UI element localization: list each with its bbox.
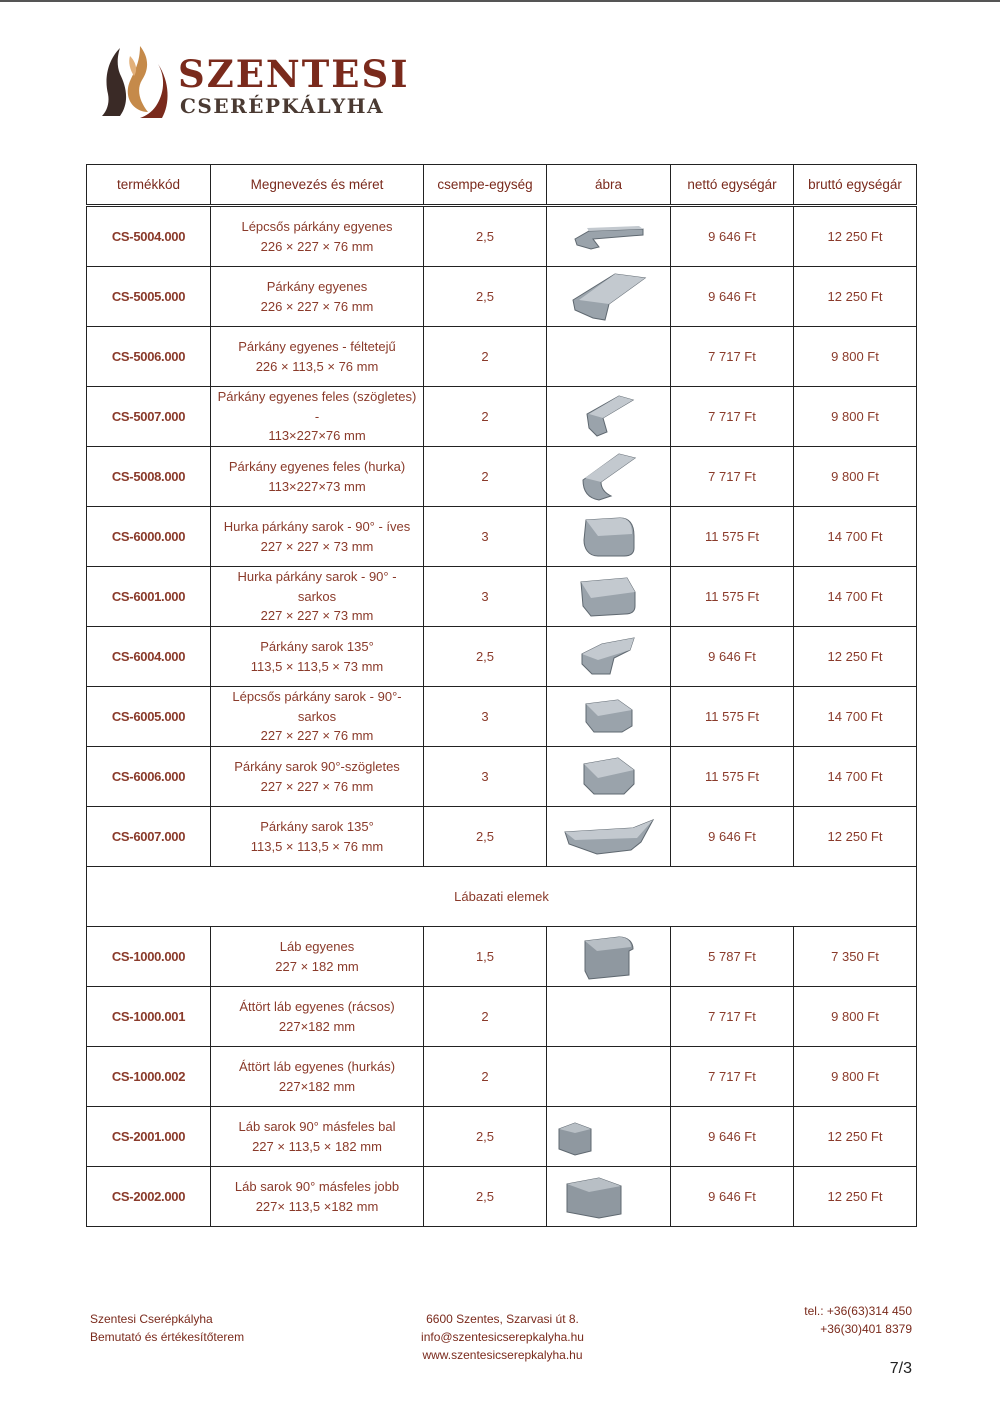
gross-price: 12 250 Ft <box>794 1167 917 1227</box>
name-line: Áttört láb egyenes (rácsos) <box>239 999 395 1014</box>
product-code: CS-5006.000 <box>87 327 211 387</box>
net-price: 11 575 Ft <box>671 747 794 807</box>
product-code: CS-6000.000 <box>87 507 211 567</box>
tile-unit: 3 <box>424 567 547 627</box>
gross-price: 14 700 Ft <box>794 747 917 807</box>
base-corner-right-icon <box>547 1167 671 1227</box>
product-name <box>211 387 424 447</box>
size-line: 227 × 227 × 73 mm <box>260 538 374 554</box>
net-price: 7 717 Ft <box>671 387 794 447</box>
name-line: - <box>314 408 320 424</box>
gross-price: 12 250 Ft <box>794 627 917 687</box>
net-price: 11 575 Ft <box>671 567 794 627</box>
empty-figure <box>547 327 671 387</box>
brand-name: SZENTESI <box>178 52 410 96</box>
table-row <box>87 1167 917 1227</box>
gross-price: 12 250 Ft <box>794 267 917 327</box>
size-line: 226 × 227 × 76 mm <box>260 298 374 314</box>
header-unit: csempe-egység <box>424 165 547 206</box>
product-name <box>211 267 424 327</box>
size-line: 227 × 113,5 × 182 mm <box>252 1138 382 1154</box>
product-code: CS-5004.000 <box>87 206 211 267</box>
footer-contact <box>410 1310 595 1364</box>
header-name: Megnevezés és méret <box>211 165 424 206</box>
gross-price: 12 250 Ft <box>794 206 917 267</box>
product-name <box>211 987 424 1047</box>
product-code: CS-5005.000 <box>87 267 211 327</box>
name-line: Láb sarok 90° másfeles bal <box>238 1119 396 1134</box>
tile-unit: 3 <box>424 747 547 807</box>
name-line: Lépcsős párkány sarok - 90°- <box>232 689 402 705</box>
product-name <box>211 627 424 687</box>
net-price: 9 646 Ft <box>671 807 794 867</box>
size-line: 227 × 182 mm <box>275 958 359 974</box>
product-code: CS-6001.000 <box>87 567 211 627</box>
size-line: 227 × 227 × 76 mm <box>260 778 374 794</box>
flame-logo-icon <box>100 42 170 120</box>
size-line: 227 × 227 × 73 mm <box>260 608 374 624</box>
product-name <box>211 327 424 387</box>
product-code: CS-1000.002 <box>87 1047 211 1107</box>
tile-unit: 2 <box>424 1047 547 1107</box>
brand-subtitle: CSERÉPKÁLYHA <box>180 94 385 118</box>
product-code: CS-1000.001 <box>87 987 211 1047</box>
size-line: 226 × 113,5 × 76 mm <box>255 358 379 374</box>
table-row <box>87 327 917 387</box>
gross-price: 14 700 Ft <box>794 687 917 747</box>
header-net: nettó egységár <box>671 165 794 206</box>
tile-unit: 3 <box>424 507 547 567</box>
tile-unit: 2,5 <box>424 206 547 267</box>
net-price: 9 646 Ft <box>671 1167 794 1227</box>
gross-price: 14 700 Ft <box>794 567 917 627</box>
base-corner-left-icon <box>547 1107 671 1167</box>
gross-price: 14 700 Ft <box>794 507 917 567</box>
cornice-straight-icon <box>547 267 671 327</box>
product-name <box>211 927 424 987</box>
table-row <box>87 206 917 267</box>
name-line: Párkány egyenes feles (hurka) <box>228 459 406 474</box>
table-row <box>87 1107 917 1167</box>
tile-unit: 2,5 <box>424 267 547 327</box>
table-header-row <box>87 165 917 206</box>
corner-90-square-icon <box>547 747 671 807</box>
size-line: 113,5 × 113,5 × 76 mm <box>250 838 384 854</box>
name-line: Párkány egyenes <box>266 279 368 294</box>
product-name <box>211 747 424 807</box>
table-row <box>87 747 917 807</box>
name-line: Párkány sarok 90°-szögletes <box>234 759 400 774</box>
net-price: 5 787 Ft <box>671 927 794 987</box>
tile-unit: 2 <box>424 987 547 1047</box>
product-name <box>211 507 424 567</box>
name-line: Párkány sarok 135° <box>260 639 374 654</box>
tile-unit: 2,5 <box>424 627 547 687</box>
product-name <box>211 687 424 747</box>
header-gross: bruttó egységár <box>794 165 917 206</box>
section-title: Lábazati elemek <box>87 867 917 927</box>
gross-price: 9 800 Ft <box>794 447 917 507</box>
tile-unit: 3 <box>424 687 547 747</box>
net-price: 9 646 Ft <box>671 1107 794 1167</box>
size-line: 113×227×76 mm <box>268 428 366 444</box>
tile-unit: 2,5 <box>424 1167 547 1227</box>
net-price: 11 575 Ft <box>671 507 794 567</box>
logo <box>100 42 410 122</box>
size-line: 113,5 × 113,5 × 73 mm <box>250 658 384 674</box>
name-line: sarkos <box>297 708 337 724</box>
name-line: sarkos <box>297 588 337 604</box>
name-line: Hurka párkány sarok - 90° - <box>237 569 397 585</box>
gross-price: 9 800 Ft <box>794 327 917 387</box>
net-price: 7 717 Ft <box>671 987 794 1047</box>
gross-price: 7 350 Ft <box>794 927 917 987</box>
product-name <box>211 447 424 507</box>
top-border <box>0 0 1000 2</box>
table-row <box>87 447 917 507</box>
table-row <box>87 567 917 627</box>
net-price: 7 717 Ft <box>671 447 794 507</box>
size-line: 113×227×73 mm <box>268 478 366 494</box>
table-row <box>87 627 917 687</box>
size-line: 227 × 227 × 76 mm <box>260 728 374 744</box>
gross-price: 12 250 Ft <box>794 1107 917 1167</box>
product-code: CS-6005.000 <box>87 687 211 747</box>
table-row <box>87 1047 917 1107</box>
table-row <box>87 387 917 447</box>
base-straight-icon <box>547 927 671 987</box>
gross-price: 9 800 Ft <box>794 987 917 1047</box>
size-line: 227×182 mm <box>278 1078 356 1094</box>
product-code: CS-6004.000 <box>87 627 211 687</box>
footer-company <box>90 1310 244 1346</box>
name-line: Párkány egyenes feles (szögletes) <box>217 389 417 405</box>
product-name <box>211 1167 424 1227</box>
size-line: 226 × 227 × 76 mm <box>260 238 374 254</box>
net-price: 7 717 Ft <box>671 1047 794 1107</box>
name-line: Lépcsős párkány egyenes <box>241 219 393 234</box>
name-line: Áttört láb egyenes (hurkás) <box>238 1059 396 1074</box>
website: www.szentesicserepkalyha.hu <box>422 1348 583 1362</box>
corner-135-wide-icon <box>547 807 671 867</box>
phone-2: +36(30)401 8379 <box>820 1322 912 1336</box>
header-code: termékkód <box>87 165 211 206</box>
gross-price: 9 800 Ft <box>794 1047 917 1107</box>
corner-square-icon <box>547 567 671 627</box>
step-corner-icon <box>547 687 671 747</box>
name-line: Láb sarok 90° másfeles jobb <box>234 1179 400 1194</box>
empty-figure <box>547 987 671 1047</box>
phone-1: tel.: +36(63)314 450 <box>804 1304 912 1318</box>
tile-unit: 2,5 <box>424 807 547 867</box>
name-line: Párkány egyenes - féltetejű <box>238 339 396 354</box>
page-number: 7/3 <box>889 1360 912 1377</box>
size-line: 227× 113,5 ×182 mm <box>255 1198 379 1214</box>
product-name <box>211 807 424 867</box>
table-row <box>87 927 917 987</box>
size-line: 227×182 mm <box>278 1018 356 1034</box>
tile-unit: 1,5 <box>424 927 547 987</box>
name-line: Hurka párkány sarok - 90° - íves <box>223 519 411 534</box>
product-code: CS-6006.000 <box>87 747 211 807</box>
product-code: CS-2002.000 <box>87 1167 211 1227</box>
gross-price: 12 250 Ft <box>794 807 917 867</box>
table-row <box>87 687 917 747</box>
corner-135-icon <box>547 627 671 687</box>
table-row <box>87 987 917 1047</box>
tile-unit: 2 <box>424 327 547 387</box>
tile-unit: 2 <box>424 387 547 447</box>
section-row <box>87 867 917 927</box>
net-price: 7 717 Ft <box>671 327 794 387</box>
gross-price: 9 800 Ft <box>794 387 917 447</box>
company-subtitle: Bemutató és értékesítőterem <box>90 1330 245 1344</box>
product-code: CS-5007.000 <box>87 387 211 447</box>
footer-phone <box>780 1302 912 1338</box>
net-price: 9 646 Ft <box>671 627 794 687</box>
product-code: CS-6007.000 <box>87 807 211 867</box>
product-name <box>211 1107 424 1167</box>
name-line: Láb egyenes <box>279 939 355 954</box>
product-name <box>211 1047 424 1107</box>
product-code: CS-2001.000 <box>87 1107 211 1167</box>
product-name <box>211 567 424 627</box>
table-row <box>87 267 917 327</box>
net-price: 9 646 Ft <box>671 267 794 327</box>
company-name: Szentesi Cserépkályha <box>90 1312 213 1326</box>
product-code: CS-1000.000 <box>87 927 211 987</box>
table-row <box>87 507 917 567</box>
email: info@szentesicserepkalyha.hu <box>421 1330 584 1344</box>
corner-curved-icon <box>547 507 671 567</box>
address: 6600 Szentes, Szarvasi út 8. <box>426 1312 579 1326</box>
table-row <box>87 807 917 867</box>
product-name <box>211 206 424 267</box>
cornice-half-round-icon <box>547 447 671 507</box>
empty-figure <box>547 1047 671 1107</box>
net-price: 11 575 Ft <box>671 687 794 747</box>
net-price: 9 646 Ft <box>671 206 794 267</box>
step-cornice-straight-icon <box>547 206 671 267</box>
product-code: CS-5008.000 <box>87 447 211 507</box>
tile-unit: 2 <box>424 447 547 507</box>
header-figure: ábra <box>547 165 671 206</box>
price-table <box>86 164 917 1227</box>
name-line: Párkány sarok 135° <box>260 819 374 834</box>
cornice-half-square-icon <box>547 387 671 447</box>
tile-unit: 2,5 <box>424 1107 547 1167</box>
